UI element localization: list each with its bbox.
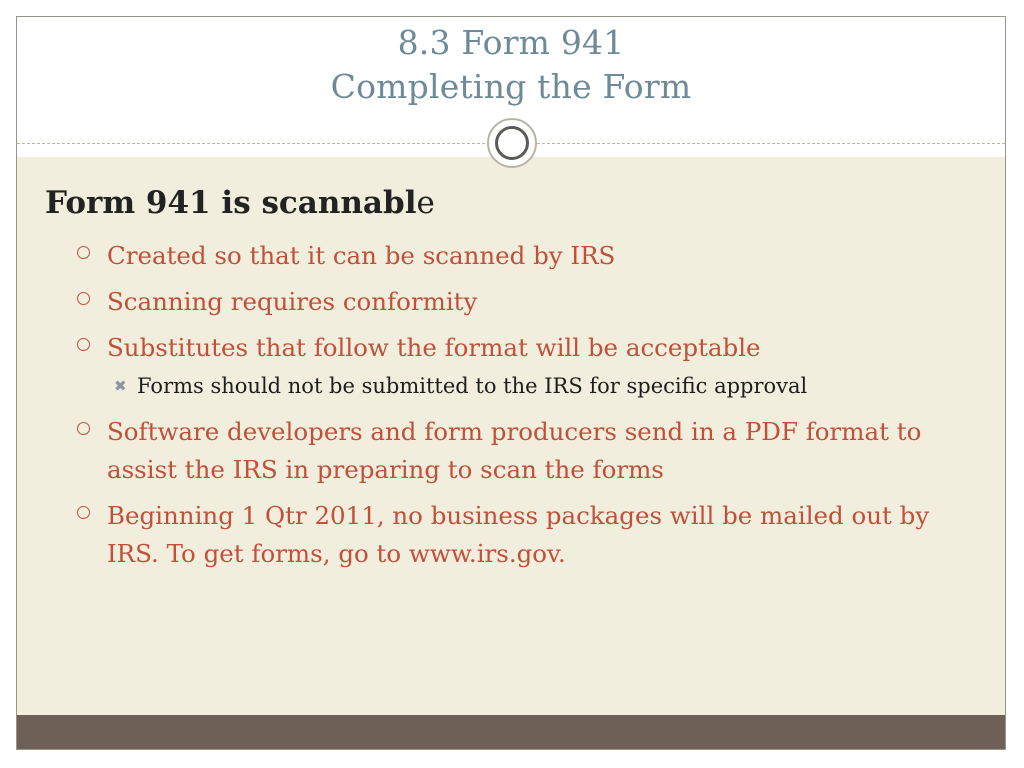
list-item-text: Scanning requires conformity: [107, 287, 478, 316]
list-item-text: Substitutes that follow the format will be acceptable: [107, 333, 761, 362]
sub-list-item-text: Forms should not be submitted to the IRS for specific approval: [137, 374, 808, 398]
footer-bar: [17, 715, 1005, 749]
cross-bullet-icon: ✖: [114, 377, 127, 395]
list-item: [17, 413, 1005, 489]
list-item: [17, 283, 1005, 321]
list-item-text: Beginning 1 Qtr 2011, no business packages will be mailed out by IRS. To get forms, go to www.irs.gov.: [107, 501, 930, 568]
list-item-text: Created so that it can be scanned by IRS: [107, 241, 616, 270]
slide-title-line-2: Completing the Form: [330, 67, 692, 106]
slide-title-line-1: 8.3 Form 941: [397, 23, 625, 62]
hollow-circle-bullet-icon: [77, 506, 90, 519]
list-item: [17, 329, 1005, 367]
content-area: [17, 157, 1005, 717]
bullet-list: [17, 237, 1005, 581]
content-heading: [45, 183, 435, 223]
hollow-circle-bullet-icon: [77, 292, 90, 305]
list-item-text: Software developers and form producers send in a PDF format to assist the IRS in preparing to scan the forms: [107, 417, 922, 484]
list-item: [17, 497, 1005, 573]
ornament-inner-ring: [495, 126, 529, 160]
hollow-circle-bullet-icon: [77, 422, 90, 435]
list-item: [17, 237, 1005, 275]
slide: [16, 16, 1006, 750]
sub-list-item: [17, 369, 1005, 403]
hollow-circle-bullet-icon: [77, 338, 90, 351]
circle-ornament-icon: [487, 118, 537, 168]
heading-bold-text: Form 941 is scannabl: [45, 185, 417, 221]
heading-tail-text: e: [416, 185, 435, 221]
hollow-circle-bullet-icon: [77, 246, 90, 259]
